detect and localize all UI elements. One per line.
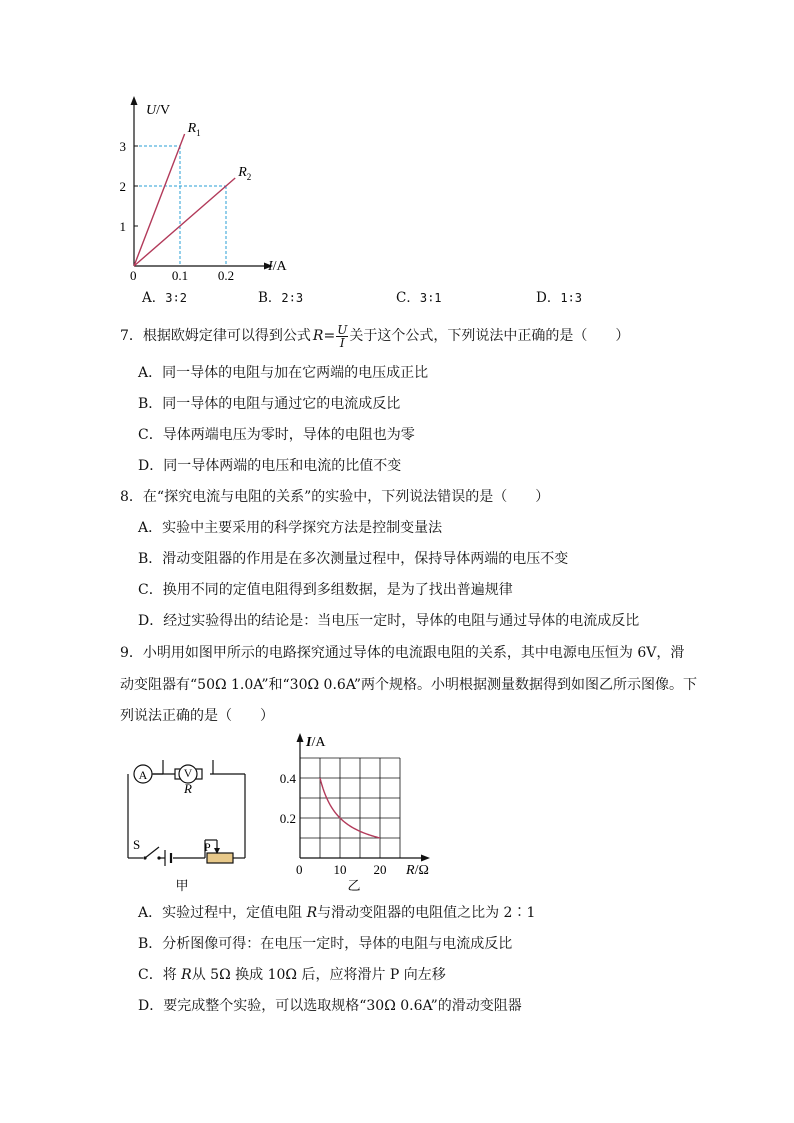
option-b[interactable]: B．2∶3 — [258, 290, 304, 306]
battery — [165, 850, 171, 866]
formula-fraction: $\frac{U}{I}$ — [337, 322, 348, 350]
q8-option-c[interactable]: C．换用不同的定值电阻得到多组数据，是为了找出普遍规律 — [138, 582, 513, 598]
y-axis-label: I/A — [306, 735, 326, 750]
origin-label: 0 — [130, 268, 137, 283]
q9-stem-line-2: 动变阻器有“50Ω 1.0A”和“30Ω 0.6A”两个规格。小明根据测量数据得到如图乙所示图像。下 — [120, 677, 698, 693]
x-tick-0.2: 0.2 — [217, 268, 235, 283]
x-axis-arrow — [421, 855, 430, 862]
x-tick-20: 20 — [373, 862, 387, 877]
circuit-caption: 甲 — [175, 878, 189, 893]
line-r2 — [134, 178, 235, 266]
svg-text:A: A — [138, 768, 148, 782]
graph-caption: 乙 — [347, 878, 361, 893]
y-tick-2: 2 — [119, 179, 126, 194]
q7-stem: 7．根据欧姆定律可以得到公式 R = $\frac{U}{I}$ 关于这个公式，下列说法中正确的是（ ） — [120, 322, 630, 350]
q7-option-b[interactable]: B．同一导体的电阻与通过它的电流成反比 — [138, 396, 401, 412]
q9-option-c[interactable]: C．将 R从 5Ω 换成 10Ω 后，应将滑片 P 向左移 — [138, 967, 446, 983]
label-r1: $R_1$ — [187, 121, 201, 138]
voltmeter-label: V — [183, 766, 193, 780]
option-a[interactable]: A．3∶2 — [142, 290, 187, 306]
x-axis-label: R/Ω — [406, 863, 429, 878]
label-r2: $R_2$ — [238, 165, 252, 182]
slider-label: P — [204, 840, 211, 854]
y-tick-3: 3 — [119, 139, 126, 154]
ir-graph — [270, 728, 440, 896]
x-tick-0.1: 0.1 — [171, 268, 189, 283]
y-tick-0.4: 0.4 — [279, 771, 296, 786]
origin-label: 0 — [296, 862, 303, 877]
q9-option-d[interactable]: D．要完成整个实验，可以选取规格“30Ω 0.6A”的滑动变阻器 — [138, 998, 522, 1014]
y-tick-0.2: 0.2 — [279, 811, 296, 826]
rheostat — [207, 840, 233, 863]
q8-stem: 8．在“探究电流与电阻的关系”的实验中，下列说法错误的是（ ） — [120, 489, 550, 505]
q7-option-a[interactable]: A．同一导体的电阻与加在它两端的电压成正比 — [138, 365, 429, 381]
option-c[interactable]: C．3∶1 — [396, 290, 442, 306]
ui-graph — [110, 90, 300, 290]
data-curve — [320, 778, 380, 838]
y-axis-label: U/V — [146, 103, 171, 118]
q9-option-a[interactable]: A．实验过程中，定值电阻 R与滑动变阻器的电阻值之比为 2∶1 — [138, 905, 536, 921]
q8-option-a[interactable]: A．实验中主要采用的科学探究方法是控制变量法 — [138, 520, 443, 536]
tick-labels — [120, 139, 235, 283]
q7-option-d[interactable]: D．同一导体两端的电压和电流的比值不变 — [138, 458, 402, 474]
line-r1 — [134, 134, 185, 266]
guide-lines — [134, 146, 226, 266]
q9-stem-line-1: 9．小明用如图甲所示的电路探究通过导体的电流跟电阻的关系，其中电源电压恒为 6V，滑 — [120, 645, 685, 661]
y-tick-1: 1 — [119, 219, 126, 234]
ammeter — [134, 765, 152, 783]
q9-option-b[interactable]: B．分析图像可得：在电压一定时，导体的电阻与电流成反比 — [138, 936, 513, 952]
x-axis-label: I/A — [268, 259, 287, 274]
option-d[interactable]: D．1∶3 — [536, 290, 583, 306]
q8-option-b[interactable]: B．滑动变阻器的作用是在多次测量过程中，保持导体两端的电压不变 — [138, 551, 569, 567]
q9-stem-line-3: 列说法正确的是（ ） — [120, 708, 274, 724]
resistor-label: R — [184, 781, 192, 796]
data-lines — [134, 121, 251, 266]
y-axis-arrow — [131, 96, 138, 105]
q7-option-c[interactable]: C．导体两端电压为零时，导体的电阻也为零 — [138, 427, 415, 443]
grid — [300, 758, 400, 858]
y-axis-arrow — [297, 733, 304, 742]
x-tick-10: 10 — [333, 862, 347, 877]
q8-option-d[interactable]: D．经过实验得出的结论是：当电压一定时，导体的电阻与通过导体的电流成反比 — [138, 613, 640, 629]
switch-label: S — [133, 837, 141, 852]
